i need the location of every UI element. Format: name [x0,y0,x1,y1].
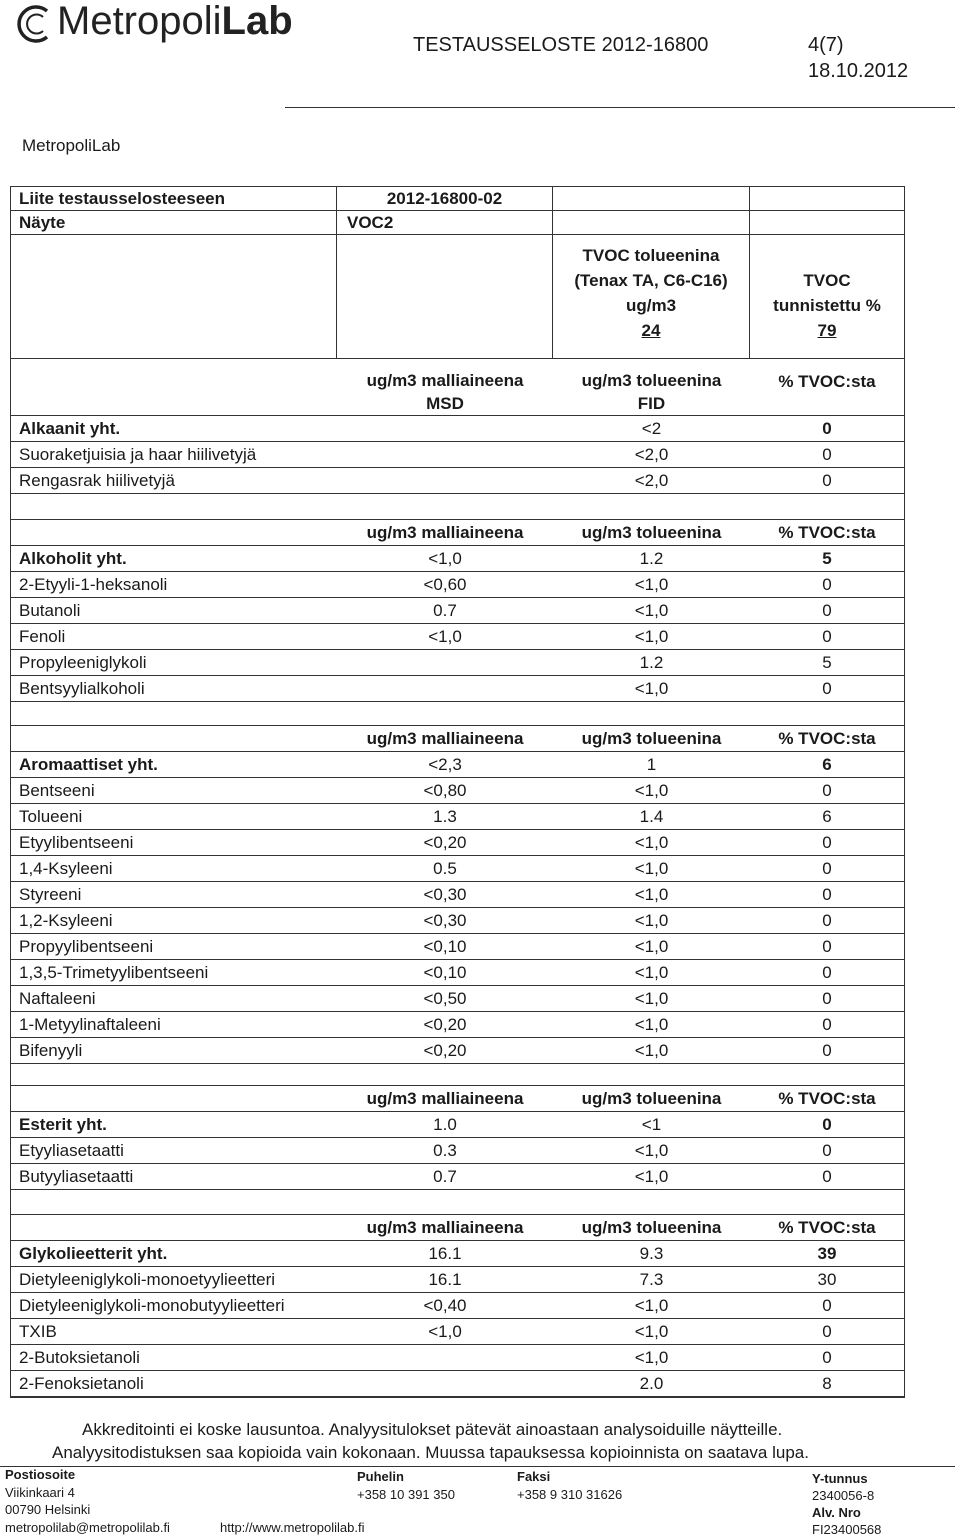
fax-label: Faksi [517,1469,551,1484]
tvoc-percent-value: 5 [822,548,832,568]
table-row [11,960,904,986]
logo-wordmark-light: Metropoli [57,0,222,43]
empty-cell [11,1086,337,1111]
table-row [11,1241,904,1267]
section-header-row [11,1086,904,1112]
empty-cell [11,235,337,358]
section-spacer [11,494,904,520]
empty-cell [750,187,904,210]
tvoc-percent-value: 0 [822,600,832,620]
toluene-value: <1,0 [634,600,669,620]
tvoc-toluene-title: TVOC tolueenina [582,246,720,265]
section-header-row [11,726,904,752]
table-row [11,986,904,1012]
appendix-label: Liite testausselosteeseen [11,187,337,210]
table-row [11,804,904,830]
table-row [11,650,904,676]
toluene-header [553,359,750,415]
section-spacer [11,702,904,726]
model-compound-value: <0,80 [423,780,467,800]
table-row [11,908,904,934]
toluene-header: ug/m3 tolueenina [581,1088,722,1108]
toluene-value: <1,0 [634,832,669,852]
toluene-value: <1,0 [634,962,669,982]
toluene-value: <2,0 [634,444,669,464]
tvoc-percent-value: 0 [822,1295,832,1315]
website-url: http://www.metropolilab.fi [220,1520,365,1535]
appendix-row [11,187,904,211]
model-compound-header-method: MSD [426,394,464,413]
tvoc-toluene-unit: ug/m3 [625,296,677,315]
model-compound-value: <0,10 [423,936,467,956]
model-compound-value: <0,30 [423,910,467,930]
model-compound-value [337,442,553,467]
tvoc-identified-cell [750,235,904,358]
compound-name: Alkaanit yht. [19,418,121,438]
toluene-header-label: ug/m3 tolueenina [581,371,722,390]
table-row [11,856,904,882]
compound-name: Etyyliasetaatti [19,1140,124,1160]
compound-name: Bentseeni [19,780,95,800]
postal-street: Viikinkaari 4 [5,1485,75,1500]
tvoc-percent-value: 0 [822,470,832,490]
tvoc-percent-value: 0 [822,1166,832,1186]
copy-notice: Analyysitodistuksen saa kopioida vain kokonaan. Muussa tapauksessa kopioinnista on saatava lupa. [52,1443,809,1462]
model-compound-header: ug/m3 malliaineena [366,1088,524,1108]
model-compound-value [337,1371,553,1396]
tvoc-percent-value: 0 [822,574,832,594]
model-compound-value: <1,0 [428,548,462,568]
toluene-value: <1,0 [634,988,669,1008]
table-row [11,442,904,468]
logo-wordmark [57,0,293,45]
model-compound-value: 0.7 [433,600,457,620]
tvoc-percent-value: 5 [822,652,832,672]
compound-name: Butyyliasetaatti [19,1166,134,1186]
table-row [11,572,904,598]
compound-name: Alkoholit yht. [19,548,127,568]
toluene-value: <1,0 [634,1321,669,1341]
tvoc-percent-value: 0 [822,626,832,646]
compound-name: Dietyleeniglykoli-monoetyylieetteri [19,1269,276,1289]
tvoc-percent-header: % TVOC:sta [778,372,876,391]
table-row [11,1038,904,1064]
model-compound-value: 0.3 [433,1140,457,1160]
model-compound-value: 1.3 [433,806,457,826]
page-number: 4(7) [808,34,844,56]
toluene-value: <1,0 [634,626,669,646]
model-compound-value [337,650,553,675]
empty-cell [553,187,750,210]
model-compound-value [337,416,553,441]
model-compound-value: <2,3 [428,754,462,774]
tvoc-percent-value: 0 [822,1040,832,1060]
tvoc-percent-value: 0 [822,1014,832,1034]
table-row [11,598,904,624]
tvoc-percent-value: 0 [822,832,832,852]
table-row [11,752,904,778]
vat-label: Alv. Nro [812,1505,861,1520]
tvoc-percent-value: 8 [822,1373,832,1393]
tvoc-percent-value: 0 [822,444,832,464]
fax-number: +358 9 310 31626 [517,1487,623,1502]
compound-name: 2-Butoksietanoli [19,1347,140,1367]
toluene-value: 9.3 [639,1243,664,1263]
table-row [11,676,904,702]
model-compound-header: ug/m3 malliaineena [366,728,524,748]
model-compound-header-label: ug/m3 malliaineena [366,371,524,390]
model-compound-value: <0,50 [423,988,467,1008]
toluene-value: <2 [641,418,662,438]
compound-name: Bentsyylialkoholi [19,678,145,698]
footer-divider [0,1466,955,1467]
tvoc-percent-value: 0 [822,910,832,930]
compound-name: Naftaleeni [19,988,96,1008]
model-compound-header [337,359,553,415]
tvoc-percent-value: 0 [822,418,832,438]
toluene-header: ug/m3 tolueenina [581,728,722,748]
model-compound-value: <0,60 [423,574,467,594]
compound-name: 1,2-Ksyleeni [19,910,113,930]
compound-name: Propyylibentseeni [19,936,154,956]
model-compound-value: 0.5 [433,858,457,878]
compound-name: Etyylibentseeni [19,832,134,852]
postal-address-label: Postiosoite [5,1467,76,1482]
toluene-value: <1,0 [634,884,669,904]
model-compound-value: 16.1 [428,1269,462,1289]
empty-cell [750,211,904,234]
compound-name: Propyleeniglykoli [19,652,147,672]
empty-cell [553,211,750,234]
compound-name: Bifenyyli [19,1040,83,1060]
table-row [11,1112,904,1138]
business-id-label: Y-tunnus [812,1471,868,1486]
toluene-header-method: FID [637,394,666,413]
compound-name: Rengasrak hiilivetyjä [19,470,175,490]
tvoc-percent-value: 0 [822,1114,832,1134]
compound-name: Fenoli [19,626,66,646]
table-row [11,1164,904,1190]
tvoc-identified-label: tunnistettu % [773,296,881,315]
sample-label: Näyte [11,211,337,234]
empty-cell [11,520,337,545]
tvoc-percent-value: 0 [822,936,832,956]
toluene-value: <1,0 [634,574,669,594]
tvoc-percent-value: 0 [822,988,832,1008]
tvoc-percent-value: 0 [822,1347,832,1367]
tvoc-identified-value: 79 [817,321,837,340]
vat-value: FI23400568 [812,1522,882,1537]
tvoc-toluene-method: (Tenax TA, C6-C16) [574,271,728,290]
model-compound-value: 0.7 [433,1166,457,1186]
model-compound-value [337,1345,553,1370]
compound-name: TXIB [19,1321,57,1341]
table-row [11,416,904,442]
tvoc-percent-header: % TVOC:sta [778,728,876,748]
tvoc-percent-value: 6 [822,806,832,826]
model-compound-header: ug/m3 malliaineena [366,1217,524,1237]
section-header-row [11,520,904,546]
sample-row [11,211,904,235]
tvoc-percent-header: % TVOC:sta [778,1217,876,1237]
results-table [10,186,905,1398]
toluene-value: <1,0 [634,1014,669,1034]
phone-number: +358 10 391 350 [357,1487,455,1502]
model-compound-value: <0,40 [423,1295,467,1315]
toluene-value: 1 [646,754,657,774]
toluene-value: <1,0 [634,678,669,698]
tvoc-percent-header: % TVOC:sta [778,522,876,542]
toluene-value: <1,0 [634,936,669,956]
compound-name: Styreeni [19,884,82,904]
appendix-value: 2012-16800-02 [337,187,553,210]
toluene-value: <1,0 [634,858,669,878]
table-row [11,1345,904,1371]
empty-cell [11,1215,337,1240]
compound-name: Suoraketjuisia ja haar hiilivetyjä [19,444,257,464]
table-row [11,1319,904,1345]
tvoc-percent-value: 0 [822,884,832,904]
toluene-header: ug/m3 tolueenina [581,522,722,542]
table-row [11,624,904,650]
tvoc-toluene-cell [553,235,750,358]
model-compound-value: <1,0 [428,1321,462,1341]
empty-cell [337,235,553,358]
section-spacer [11,1064,904,1086]
toluene-value: <1,0 [634,1347,669,1367]
table-row [11,1012,904,1038]
compound-name: 1-Metyylinaftaleeni [19,1014,161,1034]
accreditation-notice: Akkreditointi ei koske lausuntoa. Analyysitulokset pätevät ainoastaan analysoiduille näytteille. [82,1420,783,1439]
postal-city: 00790 Helsinki [5,1502,91,1517]
logo-icon [16,2,56,51]
tvoc-percent-header: % TVOC:sta [778,1088,876,1108]
toluene-value: <1 [641,1114,662,1134]
email-address: metropolilab@metropolilab.fi [5,1520,170,1535]
tvoc-identified-title: TVOC [803,271,851,290]
tvoc-percent-value: 0 [822,780,832,800]
sample-value: VOC2 [337,211,553,234]
compound-name: Butanoli [19,600,81,620]
tvoc-percent-value: 0 [822,1140,832,1160]
table-row [11,1267,904,1293]
toluene-value: 1.4 [639,806,664,826]
section-header-row [11,359,904,416]
toluene-value: <2,0 [634,470,669,490]
compound-name: Dietyleeniglykoli-monobutyylieetteri [19,1295,285,1315]
section-header-row [11,1215,904,1241]
toluene-value: 1.2 [639,548,664,568]
report-date: 18.10.2012 [808,60,909,82]
tvoc-toluene-value: 24 [641,321,661,340]
table-row [11,1138,904,1164]
tvoc-percent-value: 6 [822,754,832,774]
table-row [11,1371,904,1397]
model-compound-value: <0,30 [423,884,467,904]
toluene-value: 2.0 [639,1373,664,1393]
model-compound-header: ug/m3 malliaineena [366,522,524,542]
lab-name: MetropoliLab [22,136,121,155]
phone-label: Puhelin [357,1469,404,1484]
logo-wordmark-bold: Lab [221,0,293,43]
table-row [11,1293,904,1319]
toluene-value: <1,0 [634,1040,669,1060]
tvoc-percent-value: 30 [817,1269,837,1289]
tvoc-percent-value: 0 [822,1321,832,1341]
table-row [11,882,904,908]
model-compound-value [337,468,553,493]
toluene-value: <1,0 [634,1295,669,1315]
toluene-header: ug/m3 tolueenina [581,1217,722,1237]
toluene-value: <1,0 [634,910,669,930]
tvoc-percent-value: 0 [822,858,832,878]
model-compound-value [337,676,553,701]
compound-name: 2-Fenoksietanoli [19,1373,144,1393]
compound-name: Tolueeni [19,806,83,826]
empty-cell [11,726,337,751]
model-compound-value: <0,20 [423,832,467,852]
compound-name: Esterit yht. [19,1114,107,1134]
compound-name: 1,4-Ksyleeni [19,858,113,878]
model-compound-value: 16.1 [428,1243,462,1263]
model-compound-value: <0,10 [423,962,467,982]
model-compound-value: 1.0 [433,1114,457,1134]
model-compound-value: <1,0 [428,626,462,646]
toluene-value: <1,0 [634,1166,669,1186]
header-divider [285,107,955,108]
compound-name: 1,3,5-Trimetyylibentseeni [19,962,209,982]
toluene-value: <1,0 [634,780,669,800]
tvoc-summary-row [11,235,904,359]
model-compound-value: <0,20 [423,1014,467,1034]
compound-name: Glykolieetterit yht. [19,1243,168,1263]
empty-cell [11,359,337,415]
tvoc-percent-value: 39 [817,1243,837,1263]
toluene-value: 1.2 [639,652,664,672]
table-row [11,934,904,960]
tvoc-percent-value: 0 [822,962,832,982]
compound-name: 2-Etyyli-1-heksanoli [19,574,168,594]
toluene-value: <1,0 [634,1140,669,1160]
tvoc-percent-value: 0 [822,678,832,698]
business-id-value: 2340056-8 [812,1488,875,1503]
table-row [11,546,904,572]
report-title: TESTAUSSELOSTE 2012-16800 [413,34,709,56]
compound-name: Aromaattiset yht. [19,754,158,774]
table-row [11,830,904,856]
toluene-value: 7.3 [639,1269,664,1289]
table-row [11,468,904,494]
section-spacer [11,1190,904,1215]
model-compound-value: <0,20 [423,1040,467,1060]
table-row [11,778,904,804]
